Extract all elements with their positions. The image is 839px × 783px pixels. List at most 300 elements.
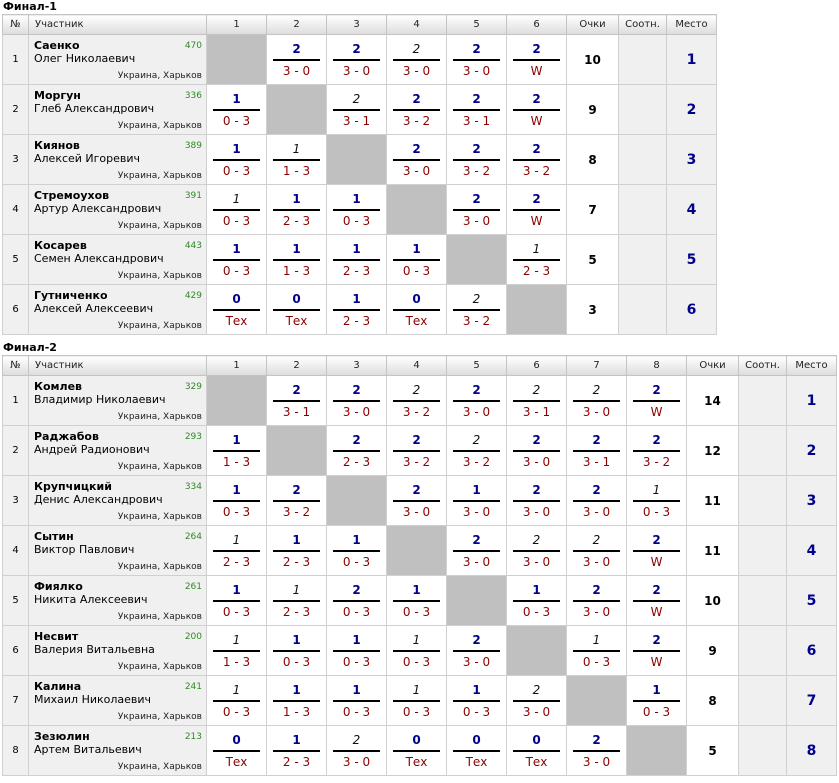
match-sets: 3 - 1 [462,113,491,128]
participant-last-name[interactable]: Комлев [34,380,83,393]
participant-rating: 241 [184,682,202,692]
match-result-cell[interactable] [447,626,507,676]
match-result-cell[interactable] [207,576,267,626]
match-result-cell[interactable] [567,626,627,676]
match-result-cell[interactable] [447,35,507,85]
match-result-cell[interactable] [207,626,267,676]
participant-first-name: Валерия Витальевна [34,643,155,656]
match-sets: 0 - 3 [222,163,251,178]
match-result-cell[interactable] [507,676,567,726]
header-opponent-6[interactable]: 6 [507,15,567,35]
match-sets: 3 - 0 [342,404,371,419]
header-opponent-2[interactable]: 2 [267,356,327,376]
match-result-cell[interactable] [387,426,447,476]
match-result-cell[interactable] [507,376,567,426]
match-score: 2 [292,482,301,497]
participant-cell [29,285,207,335]
participant-city: Украина, Харьков [117,412,202,422]
participant-rating: 336 [184,91,202,101]
match-score: 1 [292,241,301,256]
match-result-cell[interactable] [627,676,687,726]
header-participant[interactable]: Участник [29,15,207,35]
match-sets: Тех [225,313,248,328]
match-score: 2 [472,141,481,156]
match-result-cell[interactable] [267,285,327,335]
match-result-cell[interactable] [507,85,567,135]
match-result-cell[interactable] [627,576,687,626]
match-sets: 3 - 2 [402,454,431,469]
match-result-cell[interactable] [207,135,267,185]
participant-rating: 470 [184,41,202,51]
match-result-cell[interactable] [327,376,387,426]
table-row [3,185,717,235]
place-cell: 7 [787,676,837,726]
table-row [3,576,837,626]
participant-cell [29,626,207,676]
match-score: 2 [412,41,421,56]
match-score: 2 [652,432,661,447]
points-cell: 11 [687,526,739,576]
header-opponent-1[interactable]: 1 [207,15,267,35]
self-match-cell [507,626,567,676]
match-sets: 0 - 3 [342,213,371,228]
match-sets: 0 - 3 [582,654,611,669]
match-result-cell[interactable] [447,726,507,776]
match-result-cell[interactable] [507,476,567,526]
match-sets: 2 - 3 [342,263,371,278]
match-sets: Тех [405,754,428,769]
ratio-cell [619,85,667,135]
match-score: 2 [532,532,541,547]
match-result-cell[interactable] [567,576,627,626]
match-sets: 3 - 2 [522,163,551,178]
match-score: 2 [472,291,481,306]
match-sets: 3 - 2 [462,454,491,469]
match-sets: 0 - 3 [462,704,491,719]
points-cell: 3 [567,285,619,335]
match-sets: 2 - 3 [342,313,371,328]
participant-cell [29,185,207,235]
match-score: 1 [352,291,361,306]
header-ratio[interactable]: Соотн. [619,15,667,35]
group-title: Финал-1 [3,0,57,13]
match-result-cell[interactable] [327,185,387,235]
participant-rating: 329 [184,382,202,392]
match-result-cell[interactable] [267,576,327,626]
row-number: 1 [3,35,29,85]
participant-cell [29,526,207,576]
match-sets: 3 - 0 [462,504,491,519]
match-score: 2 [412,432,421,447]
table-row [3,526,837,576]
match-score: 1 [472,682,481,697]
participant-city: Украина, Харьков [117,121,202,131]
match-result-cell[interactable] [387,85,447,135]
table-row [3,285,717,335]
match-score: 2 [352,432,361,447]
match-result-cell[interactable] [567,426,627,476]
header-opponent-3[interactable]: 3 [327,15,387,35]
header-opponent-2[interactable]: 2 [267,15,327,35]
match-result-cell[interactable] [327,285,387,335]
match-result-cell[interactable] [267,376,327,426]
match-result-cell[interactable] [627,626,687,676]
match-score: 0 [412,732,421,747]
match-sets: 3 - 0 [582,754,611,769]
participant-last-name[interactable]: Саенко [34,39,80,52]
participant-rating: 213 [184,732,202,742]
place-cell: 1 [787,376,837,426]
match-result-cell[interactable] [507,235,567,285]
match-result-cell[interactable] [447,526,507,576]
place-cell: 3 [787,476,837,526]
header-participant[interactable]: Участник [29,356,207,376]
table-row [3,135,717,185]
points-cell: 8 [687,676,739,726]
self-match-cell [567,676,627,726]
participant-rating: 389 [184,141,202,151]
row-number: 8 [3,726,29,776]
match-result-cell[interactable] [267,185,327,235]
row-number: 2 [3,426,29,476]
points-cell: 11 [687,476,739,526]
match-score: 1 [232,682,241,697]
ratio-cell [739,576,787,626]
match-result-cell[interactable] [267,476,327,526]
match-score: 0 [232,291,241,306]
participant-last-name[interactable]: Фиялко [34,580,83,593]
match-score: 0 [532,732,541,747]
match-sets: 3 - 0 [522,504,551,519]
match-sets: 0 - 3 [222,704,251,719]
match-result-cell[interactable] [507,35,567,85]
participant-cell [29,135,207,185]
header-place[interactable]: Место [667,15,717,35]
match-result-cell[interactable] [627,476,687,526]
match-sets: 0 - 3 [402,704,431,719]
match-sets: Тех [225,754,248,769]
match-score: 1 [292,682,301,697]
match-score: 0 [472,732,481,747]
match-result-cell[interactable] [207,676,267,726]
match-result-cell[interactable] [567,526,627,576]
self-match-cell [627,726,687,776]
header-opponent-5[interactable]: 5 [447,356,507,376]
match-score: 2 [532,382,541,397]
match-result-cell[interactable] [327,235,387,285]
match-sets: 0 - 3 [222,113,251,128]
match-score: 1 [292,532,301,547]
match-score: 1 [232,532,241,547]
header-ratio[interactable]: Соотн. [739,356,787,376]
match-result-cell[interactable] [387,626,447,676]
match-sets: Тех [465,754,488,769]
match-result-cell[interactable] [447,376,507,426]
match-score: 2 [592,382,601,397]
match-result-cell[interactable] [207,726,267,776]
header-opponent-1[interactable]: 1 [207,356,267,376]
match-sets: 3 - 2 [462,313,491,328]
match-result-cell[interactable] [267,235,327,285]
match-result-cell[interactable] [447,85,507,135]
participant-city: Украина, Харьков [117,71,202,81]
self-match-cell [267,85,327,135]
match-score: 2 [592,582,601,597]
match-score: 2 [652,582,661,597]
match-sets: 1 - 3 [222,454,251,469]
match-score: 2 [652,632,661,647]
match-score: 1 [292,582,301,597]
match-result-cell[interactable] [627,376,687,426]
table-row [3,426,837,476]
match-result-cell[interactable] [327,35,387,85]
match-result-cell[interactable] [387,285,447,335]
participant-last-name[interactable]: Гутниченко [34,289,108,302]
match-result-cell[interactable] [207,185,267,235]
match-sets: 1 - 3 [282,704,311,719]
match-sets: W [530,63,543,78]
match-result-cell[interactable] [507,576,567,626]
match-sets: 1 - 3 [282,263,311,278]
match-result-cell[interactable] [267,726,327,776]
participant-rating: 443 [184,241,202,251]
match-result-cell[interactable] [387,135,447,185]
match-result-cell[interactable] [387,726,447,776]
participant-rating: 261 [184,582,202,592]
participant-last-name[interactable]: Косарев [34,239,87,252]
header-number[interactable]: № [3,356,29,376]
match-score: 2 [472,532,481,547]
header-row [3,356,837,376]
results-table [2,14,717,335]
table-row [3,626,837,676]
match-sets: 2 - 3 [282,554,311,569]
match-result-cell[interactable] [327,426,387,476]
match-score: 2 [532,682,541,697]
match-score: 1 [292,191,301,206]
participant-last-name[interactable]: Калина [34,680,82,693]
participant-cell [29,726,207,776]
match-result-cell[interactable] [627,426,687,476]
place-cell: 2 [667,85,717,135]
match-result-cell[interactable] [387,35,447,85]
points-cell: 8 [567,135,619,185]
match-result-cell[interactable] [327,626,387,676]
match-result-cell[interactable] [207,235,267,285]
results-table [2,355,837,776]
place-cell: 4 [667,185,717,235]
match-score: 1 [652,482,661,497]
ratio-cell [619,185,667,235]
match-result-cell[interactable] [387,235,447,285]
match-sets: 1 - 3 [282,163,311,178]
participant-cell [29,235,207,285]
self-match-cell [447,576,507,626]
match-sets: 3 - 0 [462,654,491,669]
match-result-cell[interactable] [207,85,267,135]
header-opponent-8[interactable]: 8 [627,356,687,376]
place-cell: 8 [787,726,837,776]
match-result-cell[interactable] [207,476,267,526]
match-result-cell[interactable] [387,676,447,726]
match-result-cell[interactable] [567,476,627,526]
match-sets: 3 - 0 [582,554,611,569]
match-result-cell[interactable] [207,526,267,576]
match-result-cell[interactable] [447,426,507,476]
match-score: 2 [472,432,481,447]
participant-cell [29,85,207,135]
match-result-cell[interactable] [507,426,567,476]
match-result-cell[interactable] [447,476,507,526]
match-sets: 3 - 0 [582,604,611,619]
header-points[interactable]: Очки [567,15,619,35]
place-cell: 5 [787,576,837,626]
match-result-cell[interactable] [327,526,387,576]
match-result-cell[interactable] [207,426,267,476]
header-opponent-7[interactable]: 7 [567,356,627,376]
match-score: 2 [292,382,301,397]
participant-rating: 334 [184,482,202,492]
match-result-cell[interactable] [267,135,327,185]
match-sets: 3 - 2 [402,404,431,419]
match-result-cell[interactable] [567,726,627,776]
participant-cell [29,576,207,626]
match-sets: 3 - 0 [402,504,431,519]
match-score: 1 [472,482,481,497]
match-sets: Тех [525,754,548,769]
match-sets: 3 - 0 [582,404,611,419]
match-score: 1 [352,241,361,256]
participant-city: Украина, Харьков [117,321,202,331]
table-row [3,476,837,526]
match-sets: 0 - 3 [642,704,671,719]
match-sets: 2 - 3 [282,754,311,769]
points-cell: 10 [567,35,619,85]
match-result-cell[interactable] [447,185,507,235]
header-opponent-4[interactable]: 4 [387,15,447,35]
match-sets: 3 - 0 [462,404,491,419]
match-result-cell[interactable] [507,526,567,576]
ratio-cell [619,35,667,85]
match-sets: 2 - 3 [282,604,311,619]
match-score: 1 [412,241,421,256]
match-result-cell[interactable] [207,285,267,335]
match-result-cell[interactable] [507,726,567,776]
self-match-cell [387,185,447,235]
match-score: 2 [592,482,601,497]
match-score: 2 [412,141,421,156]
participant-last-name[interactable]: Раджабов [34,430,99,443]
ratio-cell [739,726,787,776]
match-score: 1 [412,632,421,647]
match-sets: Тех [285,313,308,328]
match-sets: 3 - 0 [522,704,551,719]
participant-last-name[interactable]: Крупчицкий [34,480,112,493]
header-points[interactable]: Очки [687,356,739,376]
match-sets: 0 - 3 [342,604,371,619]
table-row [3,35,717,85]
match-score: 0 [232,732,241,747]
points-cell: 10 [687,576,739,626]
participant-last-name[interactable]: Сытин [34,530,74,543]
row-number: 7 [3,676,29,726]
participant-first-name: Семен Александрович [34,252,164,265]
match-result-cell[interactable] [387,376,447,426]
self-match-cell [507,285,567,335]
match-result-cell[interactable] [267,526,327,576]
match-sets: W [530,213,543,228]
match-score: 1 [232,91,241,106]
match-score: 2 [412,91,421,106]
row-number: 2 [3,85,29,135]
match-score: 1 [232,141,241,156]
match-score: 2 [472,382,481,397]
participant-cell [29,426,207,476]
points-cell: 5 [567,235,619,285]
match-score: 2 [652,382,661,397]
participant-rating: 429 [184,291,202,301]
match-result-cell[interactable] [447,135,507,185]
participant-city: Украина, Харьков [117,662,202,672]
match-score: 1 [352,682,361,697]
header-opponent-6[interactable]: 6 [507,356,567,376]
match-sets: 2 - 3 [522,263,551,278]
table-row [3,676,837,726]
match-score: 1 [412,682,421,697]
header-number[interactable]: № [3,15,29,35]
ratio-cell [739,376,787,426]
match-result-cell[interactable] [567,376,627,426]
match-score: 1 [412,582,421,597]
match-result-cell[interactable] [447,676,507,726]
match-score: 2 [412,482,421,497]
match-sets: 0 - 3 [342,704,371,719]
header-opponent-4[interactable]: 4 [387,356,447,376]
match-score: 1 [292,632,301,647]
match-result-cell[interactable] [447,285,507,335]
match-sets: 0 - 3 [342,654,371,669]
match-result-cell[interactable] [507,135,567,185]
header-place[interactable]: Место [787,356,837,376]
place-cell: 6 [787,626,837,676]
participant-last-name[interactable]: Моргун [34,89,81,102]
match-result-cell[interactable] [267,676,327,726]
match-score: 1 [292,732,301,747]
match-score: 1 [292,141,301,156]
match-result-cell[interactable] [327,85,387,135]
participant-last-name[interactable]: Зезюлин [34,730,90,743]
match-result-cell[interactable] [267,626,327,676]
match-result-cell[interactable] [327,726,387,776]
match-sets: 3 - 1 [282,404,311,419]
match-result-cell[interactable] [387,576,447,626]
match-sets: 0 - 3 [342,554,371,569]
participant-rating: 200 [184,632,202,642]
header-opponent-3[interactable]: 3 [327,356,387,376]
participant-last-name[interactable]: Киянов [34,139,80,152]
match-result-cell[interactable] [387,476,447,526]
match-result-cell[interactable] [627,526,687,576]
participant-rating: 264 [184,532,202,542]
match-result-cell[interactable] [327,676,387,726]
participant-last-name[interactable]: Стремоухов [34,189,110,202]
match-result-cell[interactable] [267,35,327,85]
match-sets: 3 - 0 [462,554,491,569]
match-result-cell[interactable] [327,576,387,626]
participant-last-name[interactable]: Несвит [34,630,79,643]
header-opponent-5[interactable]: 5 [447,15,507,35]
match-result-cell[interactable] [507,185,567,235]
